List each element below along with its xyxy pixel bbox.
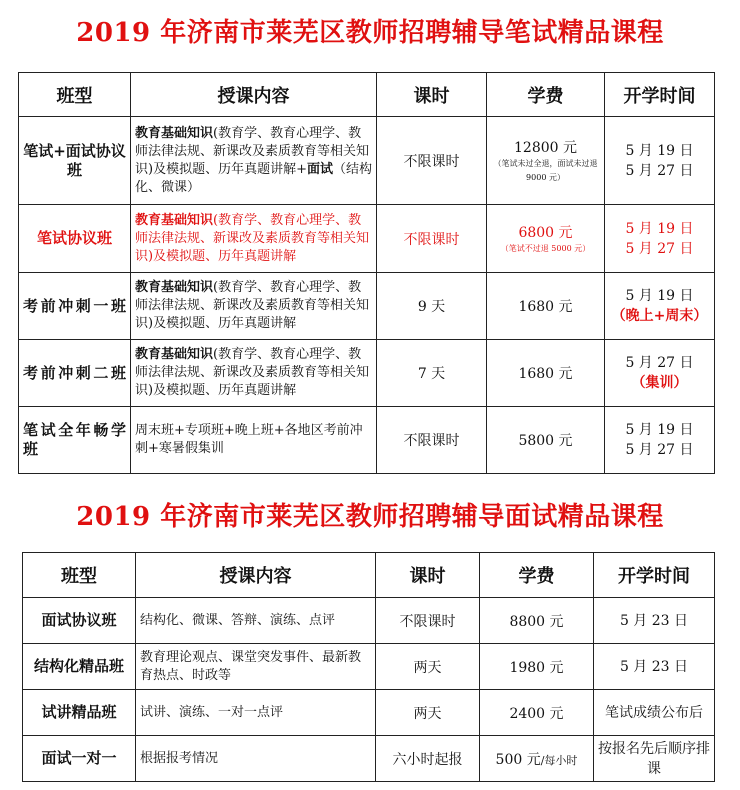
content-bold: 教育基础知识 <box>135 347 214 362</box>
interview-courses-title: 2019 年济南市莱芜区教师招聘辅导面试精品课程 <box>76 502 664 532</box>
fee-cell <box>487 117 605 205</box>
fee: 12800 元 <box>514 139 577 156</box>
header-fee: 学费 <box>487 73 605 117</box>
start-date-2: 5 月 27 日 <box>625 240 694 257</box>
class-type: 笔试协议班 <box>19 205 131 273</box>
table-row <box>23 690 715 736</box>
fee-unit: /每小时 <box>540 753 578 767</box>
course-content: 试讲、演练、一对一点评 <box>136 690 376 736</box>
fee: 2400 元 <box>480 690 594 736</box>
start-date-cell <box>605 340 715 407</box>
start-date-1: 5 月 19 日 <box>625 142 694 159</box>
table-row <box>19 205 715 273</box>
class-type: 考前冲刺一班 <box>19 273 131 340</box>
class-type: 试讲精品班 <box>23 690 136 736</box>
class-type: 面试协议班 <box>23 598 136 644</box>
content-text: (教育学、教育心理学、教师法律法规、新课改及素质教育等相关知识)及模拟题、历年真题讲解 <box>135 212 370 264</box>
fee-note: （笔试未过全退，面试未过退 9000 元） <box>493 158 598 182</box>
hours: 不限课时 <box>377 117 487 205</box>
course-content: 周末班+专项班+晚上班+各地区考前冲刺+寒暑假集训 <box>131 407 377 474</box>
class-type: 笔试全年畅学班 <box>19 407 131 474</box>
header-hours: 课时 <box>376 553 480 598</box>
start-date: 笔试成绩公布后 <box>594 690 715 736</box>
header-start-date: 开学时间 <box>605 73 715 117</box>
class-type: 面试一对一 <box>23 736 136 782</box>
course-content: 教育理论观点、课堂突发事件、最新教育热点、时政等 <box>136 644 376 690</box>
table-row <box>19 273 715 340</box>
written-courses-table <box>18 72 715 474</box>
content-text: (教育学、教育心理学、教师法律法规、新课改及素质教育等相关知识)及模拟题、历年真题讲解 <box>135 280 370 331</box>
content-text: (教育学、教育心理学、教师法律法规、新课改及素质教育等相关知识)及模拟题、历年真题讲解+ <box>135 125 370 177</box>
start-date: 5 月 23 日 <box>594 598 715 644</box>
course-content: 结构化、微课、答辩、演练、点评 <box>136 598 376 644</box>
start-date-1: 5 月 19 日 <box>625 422 694 438</box>
start-date-cell <box>605 407 715 474</box>
content-bold: 教育基础知识 <box>135 212 214 228</box>
table-row <box>19 340 715 407</box>
table-row <box>19 407 715 474</box>
interview-courses-table <box>22 552 715 782</box>
table-row <box>23 736 715 782</box>
hours: 不限课时 <box>377 205 487 273</box>
start-date-cell <box>605 273 715 340</box>
course-content <box>131 273 377 340</box>
content-bold: 教育基础知识 <box>135 125 214 141</box>
header-class-type: 班型 <box>23 553 136 598</box>
hours: 7 天 <box>377 340 487 407</box>
class-type: 结构化精品班 <box>23 644 136 690</box>
fee-note: （笔试不过退 5000 元） <box>500 243 591 253</box>
fee: 1680 元 <box>487 273 605 340</box>
start-date-1: 5 月 19 日 <box>625 288 694 304</box>
start-note: （晚上+周末） <box>611 308 708 324</box>
table-header-row <box>23 553 715 598</box>
start-date: 5 月 23 日 <box>594 644 715 690</box>
content-tail: （结构化、微课） <box>135 161 372 195</box>
course-content: 根据报考情况 <box>136 736 376 782</box>
fee: 8800 元 <box>480 598 594 644</box>
content-bold: 教育基础知识 <box>135 280 214 295</box>
hours: 六小时起报 <box>376 736 480 782</box>
header-fee: 学费 <box>480 553 594 598</box>
content-bold-2: 面试 <box>306 161 333 177</box>
start-note: （集训） <box>631 375 688 391</box>
header-class-type: 班型 <box>19 73 131 117</box>
hours: 两天 <box>376 644 480 690</box>
hours: 9 天 <box>377 273 487 340</box>
header-content: 授课内容 <box>131 73 377 117</box>
fee: 6800 元 <box>518 224 573 241</box>
start-date-1: 5 月 19 日 <box>625 220 694 237</box>
hours: 不限课时 <box>377 407 487 474</box>
table-row <box>23 644 715 690</box>
course-content <box>131 205 377 273</box>
start-date: 按报名先后顺序排课 <box>594 736 715 782</box>
table-row <box>23 598 715 644</box>
table-row <box>19 117 715 205</box>
fee: 1680 元 <box>487 340 605 407</box>
course-content <box>131 340 377 407</box>
start-date-1: 5 月 27 日 <box>625 355 694 371</box>
table-header-row <box>19 73 715 117</box>
fee: 1980 元 <box>480 644 594 690</box>
course-content <box>131 117 377 205</box>
header-hours: 课时 <box>377 73 487 117</box>
start-date-cell <box>605 117 715 205</box>
start-date-2: 5 月 27 日 <box>625 442 694 458</box>
fee-cell <box>487 205 605 273</box>
content-text: (教育学、教育心理学、教师法律法规、新课改及素质教育等相关知识)及模拟题、历年真题讲解 <box>135 347 370 398</box>
start-date-2: 5 月 27 日 <box>625 162 694 179</box>
header-start-date: 开学时间 <box>594 553 715 598</box>
hours: 两天 <box>376 690 480 736</box>
fee-cell <box>480 736 594 782</box>
class-type: 考前冲刺二班 <box>19 340 131 407</box>
fee: 5800 元 <box>487 407 605 474</box>
fee: 500 元 <box>495 751 541 768</box>
header-content: 授课内容 <box>136 553 376 598</box>
start-date-cell <box>605 205 715 273</box>
hours: 不限课时 <box>376 598 480 644</box>
written-courses-title: 2019 年济南市莱芜区教师招聘辅导笔试精品课程 <box>76 18 664 48</box>
class-type: 笔试+面试协议班 <box>19 117 131 205</box>
